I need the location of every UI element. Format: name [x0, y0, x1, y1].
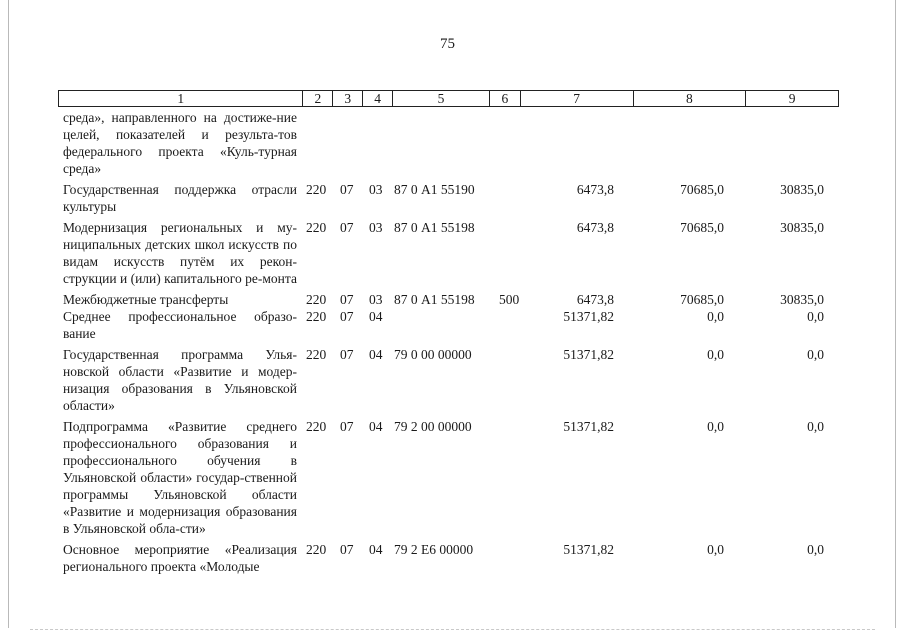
- row-csr: 87 0 А1 55198: [394, 292, 475, 307]
- row-rz: 07: [340, 309, 354, 324]
- table-row: [63, 308, 853, 342]
- row-csr: 87 0 А1 55190: [394, 182, 475, 197]
- row-pr: 04: [369, 542, 383, 557]
- row-rz: 07: [340, 292, 354, 307]
- row-csr: 79 2 00 00000: [394, 419, 472, 434]
- row-pr: 04: [369, 309, 383, 324]
- row-sum-2: 70685,0: [680, 182, 724, 197]
- row-sum-2: 70685,0: [680, 220, 724, 235]
- table-row: [63, 346, 853, 414]
- row-pr: 03: [369, 292, 383, 307]
- row-rz: 07: [340, 182, 354, 197]
- row-sum-3: 30835,0: [780, 220, 824, 235]
- row-rz: 07: [340, 347, 354, 362]
- header-col-5: 5: [393, 91, 490, 106]
- row-name: Государственная поддержка отрасли культуры: [63, 182, 297, 214]
- row-sum-1: 51371,82: [563, 309, 614, 324]
- row-ved: 220: [306, 542, 327, 557]
- header-col-1: 1: [59, 91, 303, 106]
- table-body: [63, 109, 853, 579]
- table-row: [63, 418, 853, 537]
- row-sum-1: 51371,82: [563, 347, 614, 362]
- row-pr: 03: [369, 220, 383, 235]
- row-sum-3: 0,0: [807, 347, 824, 362]
- row-ved: 220: [306, 182, 327, 197]
- row-sum-3: 0,0: [807, 419, 824, 434]
- row-ved: 220: [306, 419, 327, 434]
- row-vr: 500: [499, 292, 520, 307]
- table-row: [63, 219, 853, 287]
- row-sum-1: 6473,8: [576, 220, 614, 235]
- row-pr: 04: [369, 347, 383, 362]
- scan-edge: [30, 629, 875, 632]
- table-row: [63, 109, 853, 177]
- row-ved: 220: [306, 309, 327, 324]
- header-col-4: 4: [363, 91, 393, 106]
- row-sum-2: 0,0: [707, 347, 724, 362]
- row-sum-2: 70685,0: [680, 292, 724, 307]
- header-col-8: 8: [634, 91, 747, 106]
- header-col-7: 7: [521, 91, 634, 106]
- row-sum-1: 6473,8: [576, 292, 614, 307]
- row-sum-1: 51371,82: [563, 542, 614, 557]
- row-name: Модернизация региональных и му-ниципальных детских школ искусств по видам искусств путём их рекон-струкции и (или) капитального ре-монта: [63, 220, 297, 286]
- table-row: [63, 291, 853, 308]
- table-row: [63, 541, 853, 575]
- row-name: Подпрограмма «Развитие среднего профессионального образования и профессионального обучения в Ульяновской области» государ-ственной программы Ульяновской области «Развитие и модернизация образования в Ульяновской обла-сти»: [63, 419, 297, 536]
- row-csr: 87 0 А1 55198: [394, 220, 475, 235]
- row-name: Межбюджетные трансферты: [63, 292, 229, 307]
- row-csr: 79 2 Е6 00000: [394, 542, 474, 557]
- row-sum-3: 30835,0: [780, 292, 824, 307]
- row-ved: 220: [306, 220, 327, 235]
- row-sum-1: 51371,82: [563, 419, 614, 434]
- header-col-9: 9: [788, 91, 796, 106]
- row-sum-2: 0,0: [707, 419, 724, 434]
- row-name: Государственная программа Улья-новской области «Развитие и модер-низация образования в Ульяновской области»: [63, 347, 297, 413]
- table-header-row: [58, 90, 839, 107]
- row-sum-3: 0,0: [807, 309, 824, 324]
- header-col-2: 2: [303, 91, 333, 106]
- header-col-6: 6: [490, 91, 521, 106]
- page-number: 75: [440, 36, 455, 52]
- row-name: среда», направленного на достиже-ние целей, показателей и результа-тов федерального проекта «Куль-турная среда»: [63, 110, 297, 176]
- row-ved: 220: [306, 347, 327, 362]
- row-sum-3: 30835,0: [780, 182, 824, 197]
- row-pr: 04: [369, 419, 383, 434]
- row-sum-2: 0,0: [707, 309, 724, 324]
- row-rz: 07: [340, 220, 354, 235]
- row-name: Среднее профессиональное образо-вание: [63, 309, 297, 341]
- row-name: Основное мероприятие «Реализация регионального проекта «Молодые: [63, 542, 297, 574]
- row-ved: 220: [306, 292, 327, 307]
- table-row: [63, 181, 853, 215]
- row-rz: 07: [340, 542, 354, 557]
- row-sum-2: 0,0: [707, 542, 724, 557]
- row-csr: 79 0 00 00000: [394, 347, 472, 362]
- row-pr: 03: [369, 182, 383, 197]
- row-rz: 07: [340, 419, 354, 434]
- header-col-3: 3: [333, 91, 363, 106]
- row-sum-3: 0,0: [807, 542, 824, 557]
- row-sum-1: 6473,8: [576, 182, 614, 197]
